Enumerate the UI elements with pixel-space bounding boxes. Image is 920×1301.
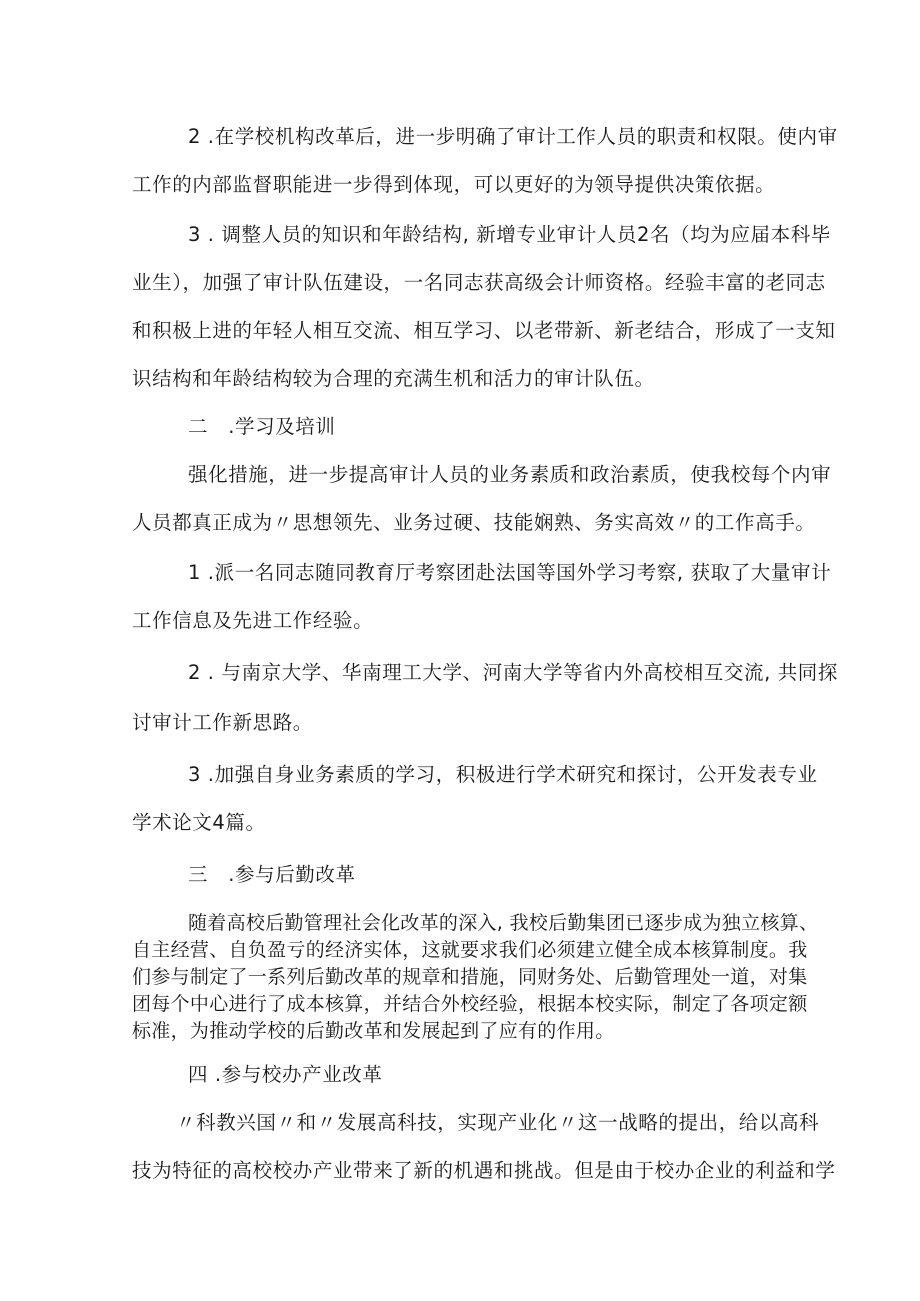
paragraph-line: 讨审计工作新思路。 bbox=[132, 711, 313, 734]
paragraph-line: 人员都真正成为〃思想领先、业务过硬、技能娴熟、务实高效〃的工作高手。 bbox=[132, 511, 816, 534]
section-heading: 二 .学习及培训 bbox=[188, 415, 336, 438]
paragraph-line: 工作信息及先进工作经验。 bbox=[132, 609, 374, 632]
paragraph-line: 〃科教兴国〃和〃发展高科技，实现产业化〃这一战略的提出，给以高科 bbox=[176, 1111, 820, 1134]
paragraph-line: 学术论文4篇。 bbox=[132, 811, 266, 834]
paragraph-line: 团每个中心进行了成本核算，并结合外校经验，根据本校实际，制定了各项定额 bbox=[132, 993, 808, 1015]
paragraph-line: 标准，为推动学校的后勤改革和发展起到了应有的作用。 bbox=[132, 1020, 615, 1042]
paragraph-line: 强化措施，进一步提高审计人员的业务素质和政治素质，使我校每个内审 bbox=[188, 463, 832, 486]
section-heading: 三 .参与后勤改革 bbox=[188, 863, 356, 886]
paragraph-line: 们参与制定了一系列后勤改革的规章和措施，同财务处、后勤管理处一道，对集 bbox=[132, 966, 808, 988]
paragraph-line: 2 .在学校机构改革后，进一步明确了审计工作人员的职责和权限。使内审 bbox=[188, 125, 838, 148]
paragraph-line: 工作的内部监督职能进一步得到体现，可以更好的为领导提供决策依据。 bbox=[132, 173, 776, 196]
paragraph-line: 和积极上进的年轻人相互交流、相互学习、以老带新、新老结合，形成了一支知 bbox=[132, 319, 836, 342]
paragraph-line: 随着高校后勤管理社会化改革的深入, 我校后勤集团已逐步成为独立核算、 bbox=[188, 912, 819, 934]
paragraph-line: 3 . 调整人员的知识和年龄结构, 新增专业审计人员2名（均为应届本科毕 bbox=[188, 223, 831, 246]
paragraph-line: 自主经营、自负盈亏的经济实体，这就要求我们必须建立健全成本核算制度。我 bbox=[132, 939, 808, 961]
paragraph-line: 2 . 与南京大学、华南理工大学、河南大学等省内外高校相互交流, 共同探 bbox=[188, 661, 838, 684]
paragraph-line: 业生），加强了审计队伍建设，一名同志获高级会计师资格。经验丰富的老同志 bbox=[132, 271, 826, 294]
paragraph-line: 3 .加强自身业务素质的学习，积极进行学术研究和探讨，公开发表专业 bbox=[188, 763, 818, 786]
section-heading: 四 .参与校办产业改革 bbox=[188, 1063, 383, 1086]
paragraph-line: 技为特征的高校校办产业带来了新的机遇和挑战。但是由于校办企业的利益和学 bbox=[132, 1159, 836, 1182]
paragraph-line: 1 .派一名同志随同教育厅考察团赴法国等国外学习考察, 获取了大量审计 bbox=[188, 561, 832, 584]
paragraph-line: 识结构和年龄结构较为合理的充满生机和活力的审计队伍。 bbox=[132, 367, 655, 390]
